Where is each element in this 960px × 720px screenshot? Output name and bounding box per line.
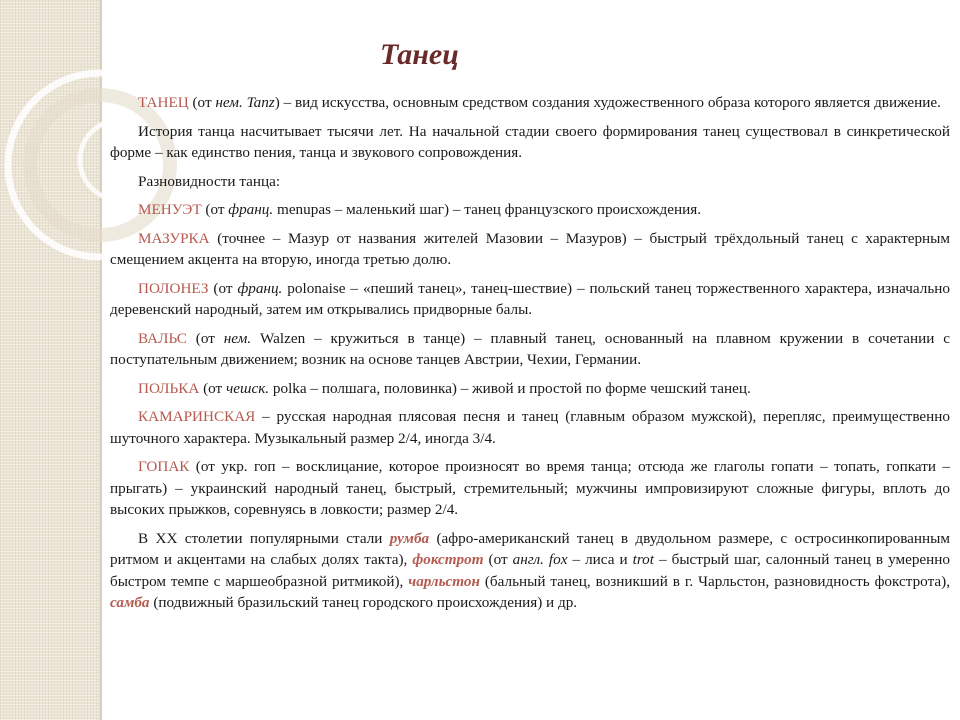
- lang-abbr: нем.: [223, 329, 252, 347]
- paragraph-gopak: [110, 456, 950, 521]
- slide-title: Танец: [380, 38, 459, 71]
- term-polka: ПОЛЬКА: [138, 379, 200, 397]
- paragraph-xx-century: [110, 528, 950, 614]
- term-rumba: румба: [389, 529, 430, 547]
- text-fragment: (от: [483, 551, 513, 568]
- paragraph-types-heading: Разновидности танца:: [138, 172, 281, 190]
- text-fragment: polonaise – «пеший танец», танец-шествие) – польский танец торжественного характера, изначально деревенский народный, затем им открывались придворные балы.: [110, 279, 950, 318]
- term-kamarinskaya: КАМАРИНСКАЯ: [138, 408, 256, 425]
- lang-abbr: чешск.: [226, 379, 270, 397]
- text-fragment: (бальный танец, возникший в г. Чарльстон, разновидность фокстрота),: [479, 572, 950, 590]
- text-fragment: (подвижный бразильский танец городского происхождения) и др.: [149, 594, 578, 611]
- foreign-word: trot: [632, 551, 654, 568]
- text-fragment: ) – вид искусства, основным средством создания художественного образа которого является движение.: [274, 94, 941, 111]
- paragraph-polonez: [110, 278, 950, 321]
- lang-abbr: нем.: [215, 94, 243, 111]
- text-fragment: Walzen – кружиться в танце) – плавный танец, основанный на плавном кружении в сочетании с поступательным движением; возник на основе танцев Австрии, Чехии, Германии.: [110, 329, 950, 368]
- lang-abbr: франц.: [228, 201, 274, 218]
- paragraph-vals: [110, 328, 950, 371]
- text-fragment: (афро-американский танец в двудольном размере, с остросинкопированным ритмом и акцентами на слабых долях такта),: [110, 529, 950, 568]
- term-mazurka: МАЗУРКА: [138, 229, 210, 247]
- text-fragment: В XX столетии популярными стали: [138, 529, 390, 547]
- text-fragment: – русская народная плясовая песня и танец (главным образом мужской), перепляс, преимущественно шуточного характера. Музыкальный размер 2/4, иногда 3/4.: [110, 408, 950, 447]
- text-fragment: (от укр. гоп – восклицание, которое произносят во время танца; отсюда же глаголы гопати – топать, гопкати – прыгать) – украинский народный танец, быстрый, стремительный; мужчины импровизируют сложные фигуры, вплоть до высоких прыжков, соревнуясь в ловкости; размер 2/4.: [110, 458, 950, 518]
- text-fragment: (от: [186, 329, 224, 347]
- paragraph-polka: [110, 378, 950, 400]
- term-charleston: чарльстон: [408, 572, 480, 590]
- decorative-ring-top: [105, 0, 260, 100]
- text-fragment: – лиса и: [567, 551, 633, 568]
- term-samba: самба: [110, 594, 150, 611]
- term-gopak: ГОПАК: [138, 458, 190, 475]
- term-polonez: ПОЛОНЕЗ: [138, 279, 209, 297]
- paragraph-history: История танца насчитывает тысячи лет. На начальной стадии своего формирования танец существовал в синкретической форме – как единство пения, танца и звукового сопровождения.: [110, 122, 950, 161]
- paragraph-mazurka: [110, 228, 950, 271]
- text-fragment: (от: [208, 279, 238, 297]
- text-fragment: menupas – маленький шаг) – танец французского происхождения.: [273, 201, 702, 218]
- lang-abbr: франц.: [237, 279, 283, 297]
- slide-body: [110, 92, 950, 621]
- text-fragment: (от: [199, 379, 226, 397]
- text-fragment: (точнее – Мазур от названия жителей Мазовии – Мазуров) – быстрый трёхдольный танец с характерным смещением акцента на вторую, иногда третью долю.: [110, 229, 950, 268]
- text-fragment: (от: [201, 201, 229, 218]
- term-foxtrot: фокстрот: [412, 551, 484, 568]
- text-fragment: – быстрый шаг, салонный танец в умеренно быстром темпе с маршеобразной ритмикой),: [110, 551, 951, 590]
- paragraph-definition: [110, 92, 950, 114]
- term-vals: ВАЛЬС: [138, 329, 187, 347]
- text-fragment: polka – полшага, половинка) – живой и простой по форме чешский танец.: [269, 379, 751, 397]
- text-fragment: (от: [188, 94, 216, 111]
- term-tanets: ТАНЕЦ: [138, 94, 189, 111]
- paragraph-kamarinskaya: [110, 406, 950, 449]
- foreign-word: Tanz: [246, 94, 275, 111]
- paragraph-menuet: [110, 199, 950, 221]
- term-menuet: МЕНУЭТ: [138, 201, 202, 218]
- lang-abbr: англ. fox: [512, 551, 568, 568]
